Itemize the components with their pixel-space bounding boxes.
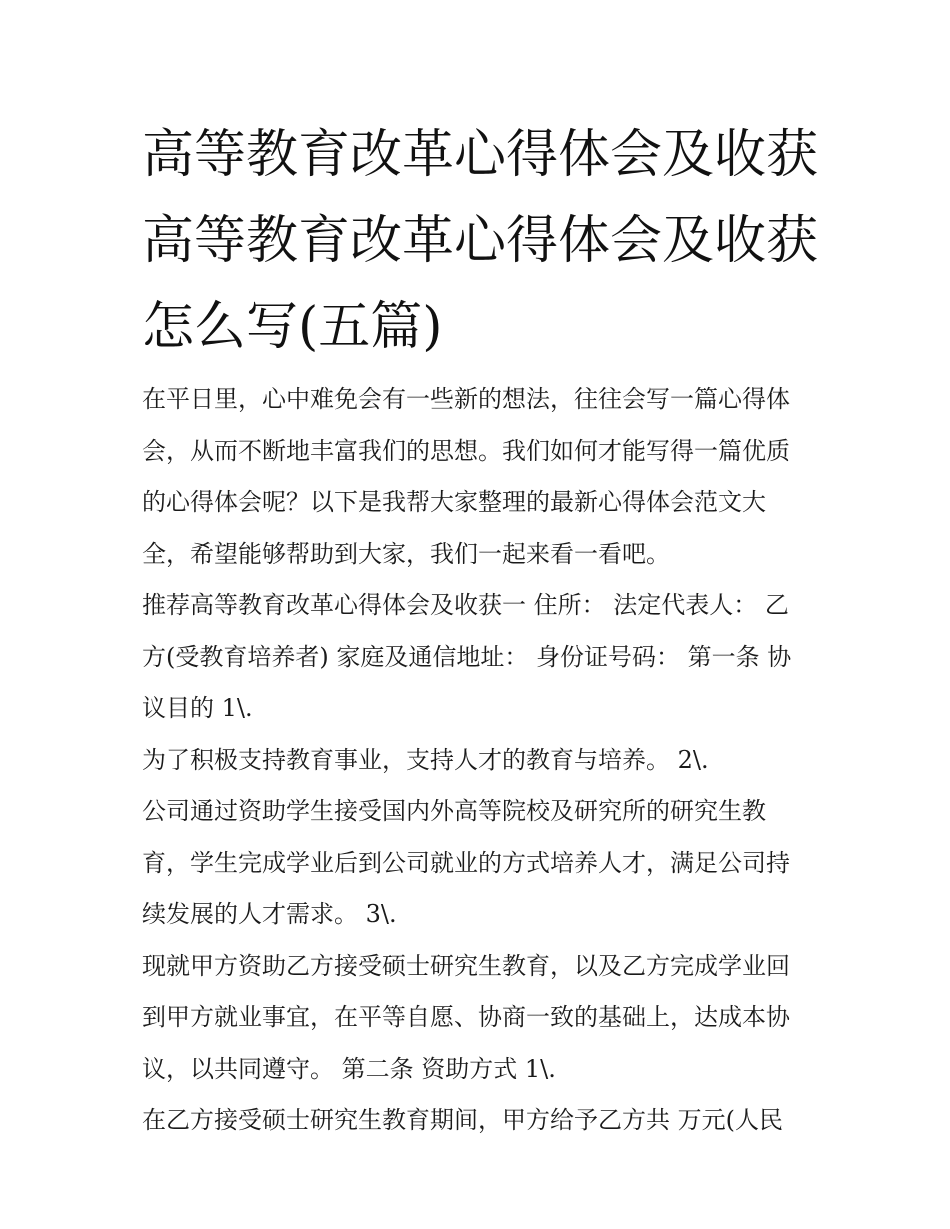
paragraph-purpose-1 — [142, 735, 814, 787]
text-line: 续发展的人才需求。 3\. — [142, 900, 397, 928]
title-line: 高等教育改革心得体会及收获 — [142, 211, 819, 271]
document-content — [142, 112, 819, 1147]
text-line: 现就甲方资助乙方接受硕士研究生教育，以及乙方完成学业回 — [142, 951, 790, 980]
paragraph-parties — [142, 580, 814, 735]
text-line: 公司通过资助学生接受国内外高等院校及研究所的研究生教 — [142, 797, 766, 825]
text-line: 会，从而不断地丰富我们的思想。我们如何才能写得一篇优质 — [142, 436, 790, 465]
text-line: 议，以共同遵守。 第二条 资助方式 1\. — [142, 1054, 556, 1083]
text-line: 方(受教育培养者) 家庭及通信地址： 身份证号码： 第一条 协 — [142, 642, 792, 671]
title-line: 高等教育改革心得体会及收获 — [142, 125, 819, 185]
text-line: 为了积极支持教育事业，支持人才的教育与培养。 2\. — [142, 745, 709, 774]
text-line: 在乙方接受硕士研究生教育期间，甲方给予乙方共 万元(人民 — [142, 1106, 783, 1134]
text-line: 全，希望能够帮助到大家，我们一起来看一看吧。 — [142, 539, 670, 568]
text-line: 议目的 1\. — [142, 694, 253, 722]
paragraph-purpose-2 — [142, 786, 814, 941]
text-line: 育，学生完成学业后到公司就业的方式培养人才，满足公司持 — [142, 848, 790, 877]
paragraph-intro — [142, 374, 814, 580]
document-title — [142, 112, 819, 370]
text-line: 的心得体会呢？以下是我帮大家整理的最新心得体会范文大 — [142, 488, 766, 516]
paragraph-funding — [142, 1095, 814, 1147]
document-body — [142, 374, 814, 1147]
text-line: 到甲方就业事宜，在平等自愿、协商一致的基础上，达成本协 — [142, 1003, 790, 1031]
text-line: 推荐高等教育改革心得体会及收获一 住所： 法定代表人： 乙 — [142, 591, 789, 619]
paragraph-purpose-3 — [142, 941, 814, 1096]
text-line: 在平日里，心中难免会有一些新的想法，往往会写一篇心得体 — [142, 385, 790, 413]
title-line: 怎么写(五篇) — [142, 297, 443, 357]
